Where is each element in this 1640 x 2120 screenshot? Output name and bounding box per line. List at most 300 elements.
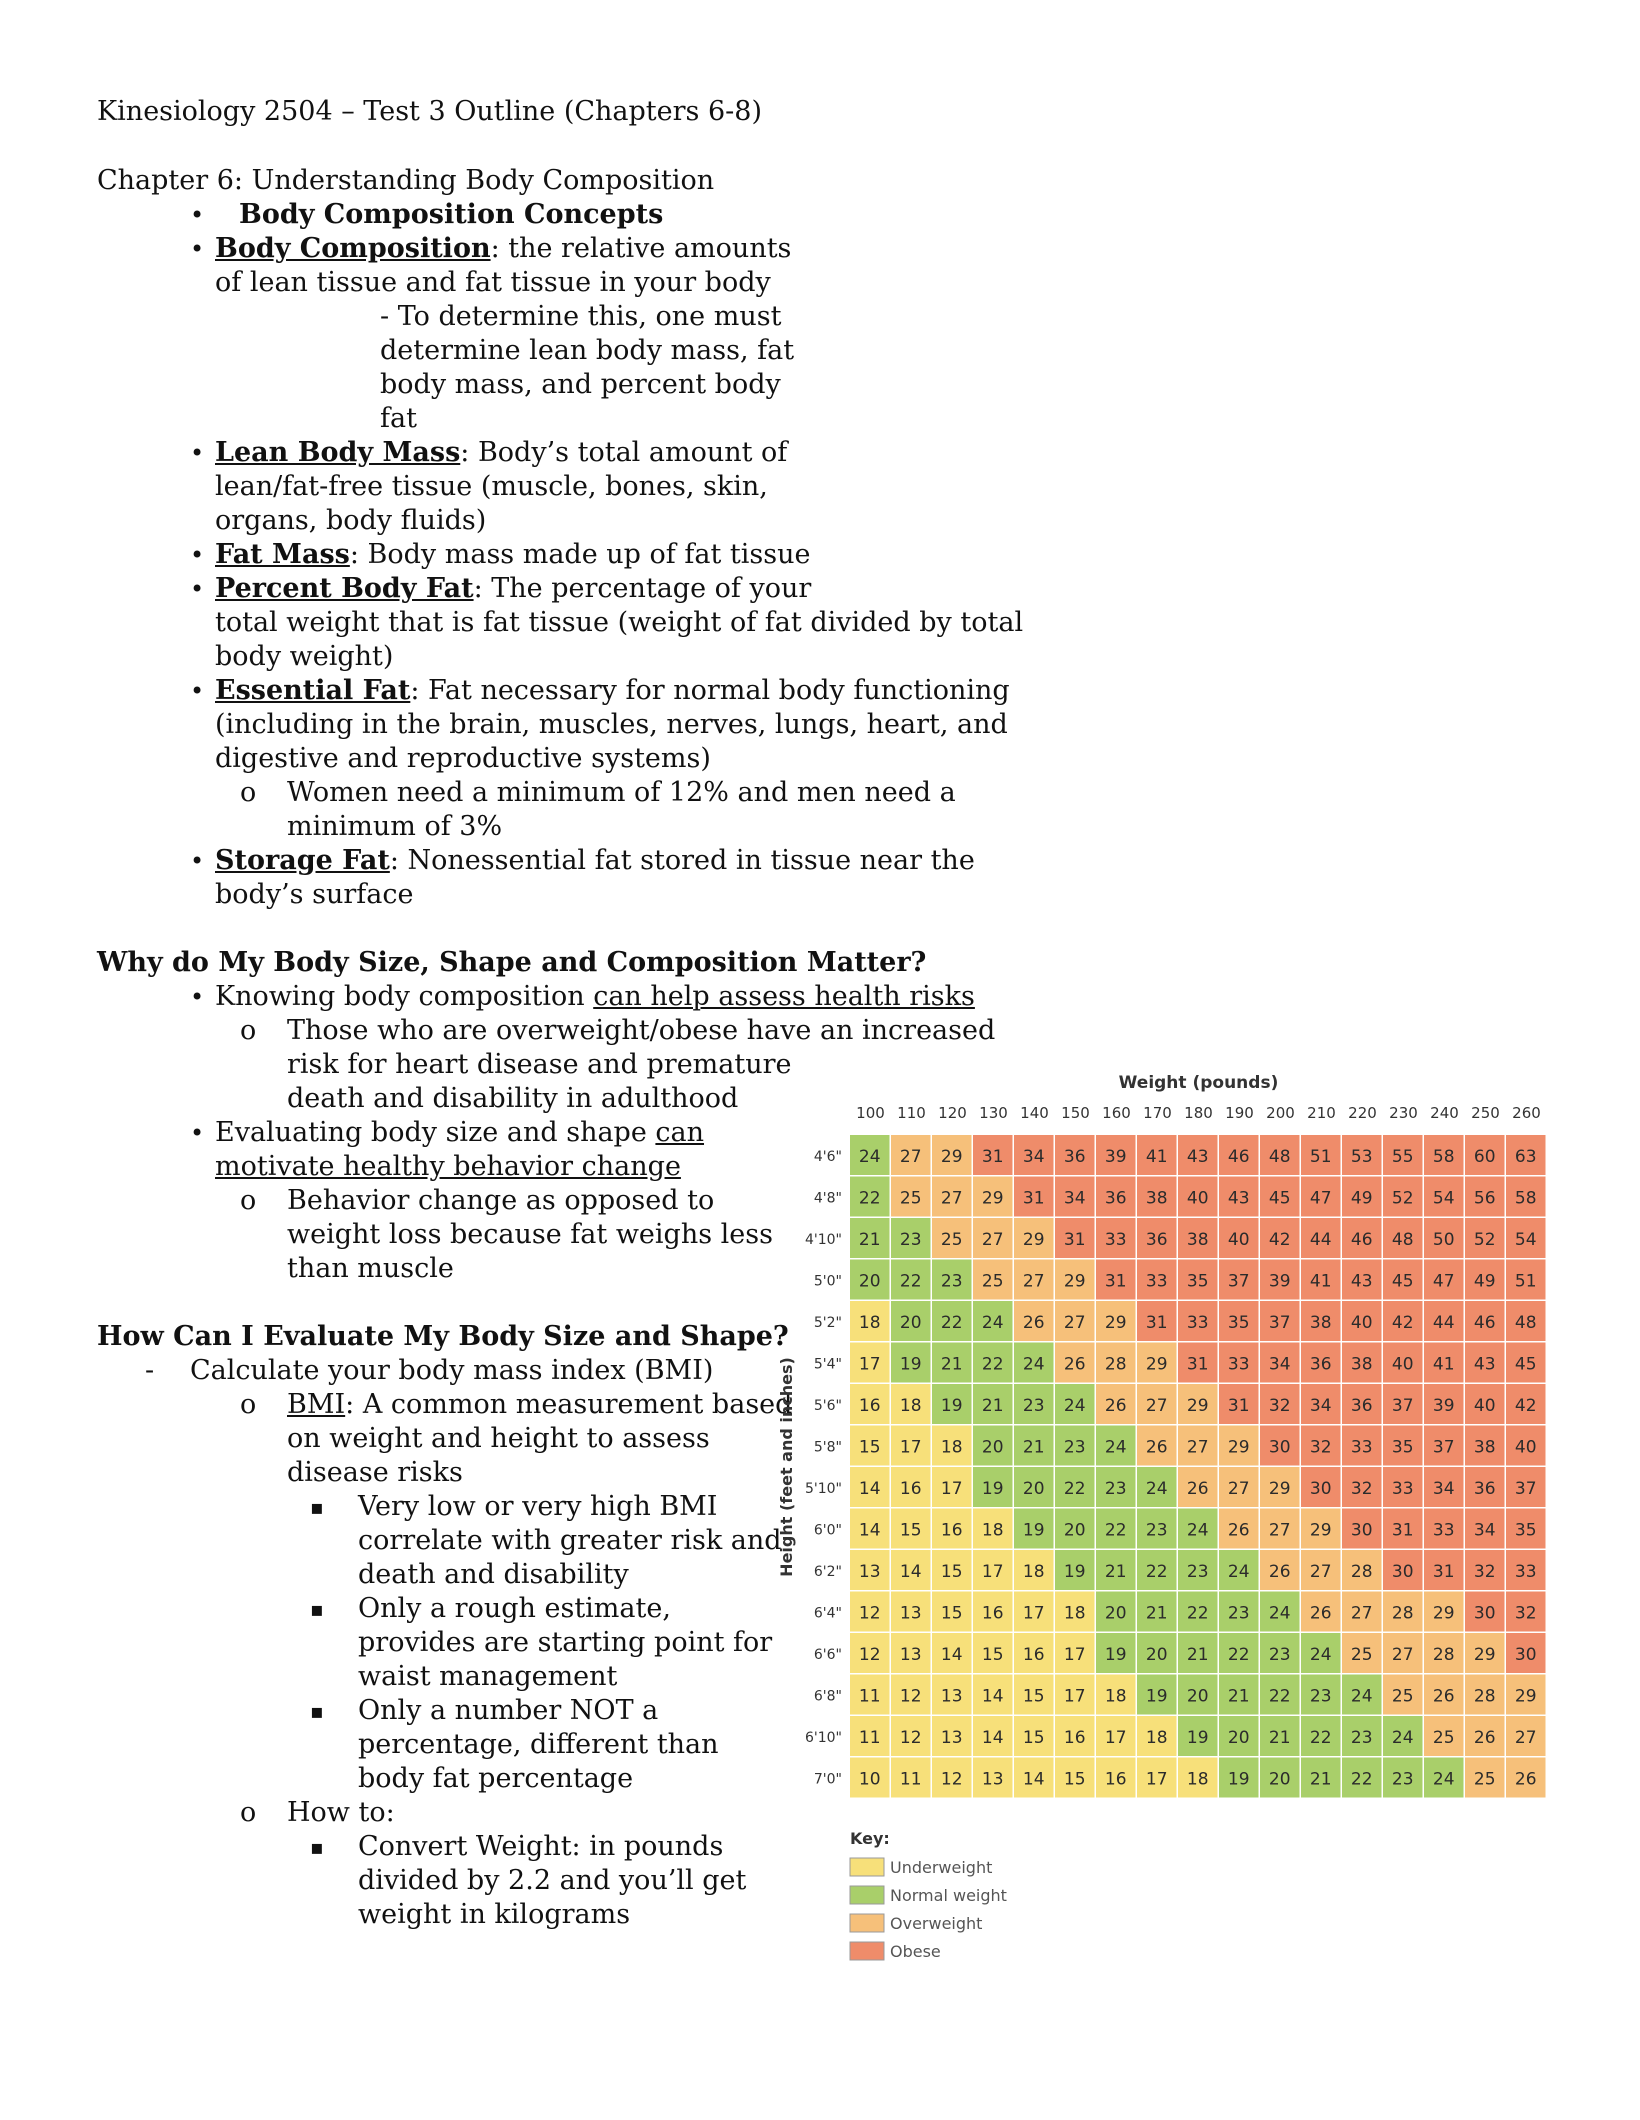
cell-label: 11 [858,1727,881,1748]
cell-label: 21 [1227,1686,1250,1707]
cell-label: 63 [1514,1146,1537,1167]
cell-label: 28 [1473,1686,1496,1707]
cell-label: 22 [1309,1727,1332,1748]
cell-label: 23 [1268,1644,1291,1665]
y-axis-title: Height (feet and inches) [777,1357,796,1577]
cell-label: 24 [1186,1520,1209,1541]
lean-body-mass-def: Lean Body Mass: Body’s total amount of [215,437,788,468]
cell-label: 37 [1268,1312,1291,1333]
cell-label: 39 [1104,1146,1127,1167]
cell-label: 26 [1514,1769,1537,1790]
cell-label: 43 [1473,1354,1496,1375]
cell-label: 26 [1063,1354,1086,1375]
cell-label: 26 [1432,1686,1455,1707]
cell-label: 27 [940,1188,963,1209]
cell-label: 21 [940,1354,963,1375]
cell-label: 33 [1432,1520,1455,1541]
cell-label: 26 [1268,1561,1291,1582]
x-tick-label: 250 [1471,1104,1500,1122]
y-tick-label: 5'8" [813,1439,842,1456]
cell-label: 12 [899,1727,922,1748]
cell-label: 26 [1473,1727,1496,1748]
cell-label: 31 [1227,1395,1250,1416]
storage-fat-def-2: body’s surface [215,879,414,910]
y-tick-label: 4'6" [813,1148,842,1165]
cell-label: 45 [1391,1271,1414,1292]
cell-label: 48 [1514,1312,1537,1333]
y-tick-label: 5'2" [813,1314,842,1331]
bullet: • [190,983,205,1011]
cell-label: 27 [899,1146,922,1167]
cell-label: 14 [940,1644,963,1665]
cell-label: 20 [1145,1644,1168,1665]
cell-label: 40 [1514,1437,1537,1458]
cell-label: 36 [1145,1229,1168,1250]
cell-label: 27 [1268,1520,1291,1541]
cell-label: 25 [940,1229,963,1250]
cell-label: 11 [858,1686,881,1707]
why-sub-1a: Those who are overweight/obese have an increased [287,1015,996,1046]
legend-swatch [850,1942,884,1960]
cell-label: 13 [981,1769,1004,1790]
cell-label: 20 [1186,1686,1209,1707]
term-storage-fat: Storage Fat [215,845,390,876]
cell-label: 22 [1063,1478,1086,1499]
convert-weight-3: weight in kilograms [358,1899,631,1930]
cell-label: 16 [1022,1644,1045,1665]
cell-label: 12 [940,1769,963,1790]
cell-label: 44 [1309,1229,1332,1250]
x-tick-label: 110 [897,1104,926,1122]
y-tick-label: 6'6" [813,1646,842,1663]
y-tick-label: 6'4" [813,1605,842,1622]
cell-label: 40 [1391,1354,1414,1375]
cell-label: 23 [1350,1727,1373,1748]
cell-label: 22 [1350,1769,1373,1790]
cell-label: 23 [1309,1686,1332,1707]
x-tick-label: 120 [938,1104,967,1122]
cell-label: 13 [899,1644,922,1665]
cell-label: 14 [981,1686,1004,1707]
cell-label: 42 [1514,1395,1537,1416]
body-composition-def-2: of lean tissue and fat tissue in your body [215,267,771,298]
cell-label: 12 [899,1686,922,1707]
cell-label: 32 [1473,1561,1496,1582]
term-bmi: BMI [287,1389,346,1420]
cell-label: 18 [1063,1603,1086,1624]
cell-label: 13 [940,1727,963,1748]
cell-label: 19 [940,1395,963,1416]
cell-label: 19 [899,1354,922,1375]
y-tick-label: 6'8" [813,1688,842,1705]
x-tick-label: 190 [1225,1104,1254,1122]
term-body-composition: Body Composition [215,233,491,264]
cell-label: 15 [1022,1686,1045,1707]
cell-label: 44 [1432,1312,1455,1333]
cell-label: 17 [940,1478,963,1499]
term-fat-mass: Fat Mass [215,539,350,570]
how-heading: How Can I Evaluate My Body Size and Shape? [97,1321,789,1352]
cell-label: 14 [858,1520,881,1541]
cell-label: 50 [1432,1229,1455,1250]
convert-weight-2: divided by 2.2 and you’ll get [358,1865,747,1896]
cell-label: 21 [1309,1769,1332,1790]
term-lean-body-mass: Lean Body Mass [215,437,461,468]
y-tick-label: 6'10" [804,1729,842,1746]
bmi-point-1a: Very low or very high BMI [358,1491,718,1522]
cell-label: 22 [899,1271,922,1292]
cell-label: 55 [1391,1146,1414,1167]
why-bullet-2: Evaluating body size and shape can [215,1117,705,1148]
cell-label: 19 [1104,1644,1127,1665]
cell-label: 14 [899,1561,922,1582]
cell-label: 32 [1268,1395,1291,1416]
cell-label: 37 [1227,1271,1250,1292]
cell-label: 16 [981,1603,1004,1624]
cell-label: 27 [1145,1395,1168,1416]
cell-label: 19 [1186,1727,1209,1748]
cell-label: 37 [1514,1478,1537,1499]
cell-label: 18 [858,1312,881,1333]
x-tick-label: 130 [979,1104,1008,1122]
cell-label: 17 [1063,1686,1086,1707]
cell-label: 19 [1063,1561,1086,1582]
cell-label: 12 [858,1644,881,1665]
cell-label: 41 [1309,1271,1332,1292]
bmi-point-3b: percentage, different than [358,1729,719,1760]
cell-label: 34 [1022,1146,1045,1167]
cell-label: 25 [1350,1644,1373,1665]
bmi-point-2c: waist management [358,1661,618,1692]
legend-label: Overweight [890,1914,983,1933]
cell-label: 17 [1104,1727,1127,1748]
cell-label: 27 [1350,1603,1373,1624]
cell-label: 29 [1473,1644,1496,1665]
cell-label: 15 [899,1520,922,1541]
cell-label: 46 [1350,1229,1373,1250]
y-tick-label: 4'8" [813,1190,842,1207]
cell-label: 15 [1022,1727,1045,1748]
cell-label: 52 [1473,1229,1496,1250]
cell-label: 23 [1227,1603,1250,1624]
sub-bullet: o [240,1185,257,1216]
square-bullet: ▪ [310,1495,324,1519]
y-tick-label: 5'6" [813,1397,842,1414]
cell-label: 25 [1391,1686,1414,1707]
cell-label: 36 [1104,1188,1127,1209]
cell-label: 56 [1473,1188,1496,1209]
cell-label: 11 [899,1769,922,1790]
convert-weight-1: Convert Weight: in pounds [358,1831,724,1862]
cell-label: 13 [858,1561,881,1582]
cell-label: 21 [1022,1437,1045,1458]
cell-label: 14 [858,1478,881,1499]
cell-label: 40 [1186,1188,1209,1209]
cell-label: 20 [1227,1727,1250,1748]
x-axis-title: Weight (pounds) [1118,1073,1279,1093]
cell-label: 33 [1227,1354,1250,1375]
essential-fat-def-2: (including in the brain, muscles, nerves, lungs, heart, and [215,709,1008,740]
cell-label: 16 [899,1478,922,1499]
cell-label: 22 [858,1188,881,1209]
cell-label: 24 [1309,1644,1332,1665]
cell-label: 40 [1473,1395,1496,1416]
cell-label: 17 [1145,1769,1168,1790]
cell-label: 19 [1227,1769,1250,1790]
cell-label: 20 [1104,1603,1127,1624]
body-composition-def: Body Composition: the relative amounts [215,233,792,264]
cell-label: 27 [1309,1561,1332,1582]
cell-label: 29 [1186,1395,1209,1416]
cell-label: 48 [1391,1229,1414,1250]
bmi-point-2a: Only a rough estimate, [358,1593,671,1624]
why-sub-2b: weight loss because fat weighs less [287,1219,773,1250]
cell-label: 60 [1473,1146,1496,1167]
cell-label: 10 [858,1769,881,1790]
cell-label: 33 [1350,1437,1373,1458]
cell-label: 26 [1104,1395,1127,1416]
cell-label: 32 [1350,1478,1373,1499]
cell-label: 45 [1268,1188,1291,1209]
cell-label: 25 [899,1188,922,1209]
cell-label: 15 [981,1644,1004,1665]
cell-label: 16 [940,1520,963,1541]
cell-label: 29 [981,1188,1004,1209]
cell-label: 16 [1063,1727,1086,1748]
cell-label: 34 [1309,1395,1332,1416]
cell-label: 54 [1432,1188,1455,1209]
cell-label: 21 [858,1229,881,1250]
cell-label: 30 [1473,1603,1496,1624]
cell-label: 22 [1145,1561,1168,1582]
cell-label: 27 [1227,1478,1250,1499]
cell-label: 38 [1186,1229,1209,1250]
essential-fat-minimum: Women need a minimum of 12% and men need a [287,777,956,808]
cell-label: 29 [1268,1478,1291,1499]
cell-label: 30 [1391,1561,1414,1582]
bmi-def: BMI: A common measurement based [287,1389,793,1420]
cell-label: 30 [1309,1478,1332,1499]
cell-label: 58 [1432,1146,1455,1167]
cell-label: 28 [1350,1561,1373,1582]
cell-label: 14 [981,1727,1004,1748]
cell-label: 43 [1186,1146,1209,1167]
cell-label: 29 [1309,1520,1332,1541]
sub-bullet: o [240,1389,257,1420]
cell-label: 24 [1227,1561,1250,1582]
x-tick-label: 180 [1184,1104,1213,1122]
cell-label: 52 [1391,1188,1414,1209]
why-sub-1c: death and disability in adulthood [287,1083,739,1114]
bullet: • [190,1119,205,1147]
cell-label: 29 [1063,1271,1086,1292]
cell-label: 41 [1432,1354,1455,1375]
bmi-def-2: on weight and height to assess [287,1423,710,1454]
lean-body-mass-def-2: lean/fat-free tissue (muscle, bones, skin, [215,471,768,502]
percent-body-fat-def: Percent Body Fat: The percentage of your [215,573,812,604]
cell-label: 41 [1145,1146,1168,1167]
cell-label: 28 [1104,1354,1127,1375]
cell-label: 27 [1063,1312,1086,1333]
x-tick-label: 170 [1143,1104,1172,1122]
percent-body-fat-def-3: body weight) [215,641,394,672]
cell-label: 24 [1145,1478,1168,1499]
cell-label: 26 [1186,1478,1209,1499]
cell-label: 31 [1186,1354,1209,1375]
cell-label: 58 [1514,1188,1537,1209]
cell-label: 31 [1145,1312,1168,1333]
x-tick-label: 220 [1348,1104,1377,1122]
cell-label: 31 [1432,1561,1455,1582]
cell-label: 39 [1268,1271,1291,1292]
body-composition-note-3: body mass, and percent body [380,369,781,400]
dash-bullet: - [145,1355,155,1386]
cell-label: 17 [1022,1603,1045,1624]
cell-label: 23 [1391,1769,1414,1790]
cell-label: 27 [981,1229,1004,1250]
cell-label: 51 [1514,1271,1537,1292]
cell-label: 13 [940,1686,963,1707]
cell-label: 49 [1350,1188,1373,1209]
y-tick-label: 7'0" [813,1771,842,1788]
cell-label: 34 [1432,1478,1455,1499]
cell-label: 21 [981,1395,1004,1416]
cell-label: 47 [1432,1271,1455,1292]
essential-fat-minimum-2: minimum of 3% [287,811,503,842]
body-composition-note-1: - To determine this, one must [380,301,782,332]
fat-mass-def: Fat Mass: Body mass made up of fat tissue [215,539,811,570]
why-heading: Why do My Body Size, Shape and Composition Matter? [97,947,927,978]
cell-label: 29 [1432,1603,1455,1624]
cell-label: 15 [858,1437,881,1458]
legend-title: Key: [850,1829,890,1848]
storage-fat-def: Storage Fat: Nonessential fat stored in tissue near the [215,845,975,876]
cell-label: 54 [1514,1229,1537,1250]
x-tick-label: 100 [856,1104,885,1122]
chapter-heading: Chapter 6: Understanding Body Composition [97,165,715,196]
cell-label: 29 [1145,1354,1168,1375]
cell-label: 43 [1350,1271,1373,1292]
cell-label: 38 [1473,1437,1496,1458]
cell-label: 24 [1350,1686,1373,1707]
y-tick-label: 6'2" [813,1563,842,1580]
sub-bullet: o [240,777,257,808]
y-tick-label: 5'0" [813,1273,842,1290]
cell-label: 35 [1186,1271,1209,1292]
cell-label: 37 [1391,1395,1414,1416]
cell-label: 27 [1186,1437,1209,1458]
cell-label: 36 [1063,1146,1086,1167]
square-bullet: ▪ [310,1597,324,1621]
cell-label: 33 [1186,1312,1209,1333]
square-bullet: ▪ [310,1699,324,1723]
cell-label: 23 [1104,1478,1127,1499]
cell-label: 15 [940,1603,963,1624]
cell-label: 32 [1309,1437,1332,1458]
cell-label: 31 [1391,1520,1414,1541]
cell-label: 26 [1022,1312,1045,1333]
y-tick-label: 5'10" [804,1480,842,1497]
cell-label: 18 [981,1520,1004,1541]
cell-label: 47 [1309,1188,1332,1209]
cell-label: 37 [1432,1437,1455,1458]
sub-bullet: o [240,1797,257,1828]
cell-label: 23 [1063,1437,1086,1458]
how-calculate-bmi: Calculate your body mass index (BMI) [190,1355,714,1386]
cell-label: 33 [1391,1478,1414,1499]
cell-label: 26 [1309,1603,1332,1624]
cell-label: 22 [1104,1520,1127,1541]
cell-label: 42 [1268,1229,1291,1250]
cell-label: 24 [1268,1603,1291,1624]
x-tick-label: 200 [1266,1104,1295,1122]
cell-label: 20 [1063,1520,1086,1541]
bullet: • [190,439,205,467]
legend-label: Underweight [890,1858,993,1877]
x-tick-label: 210 [1307,1104,1336,1122]
y-tick-label: 4'10" [804,1231,842,1248]
bullet: • [190,541,205,569]
cell-label: 33 [1514,1561,1537,1582]
x-tick-label: 140 [1020,1104,1049,1122]
cell-label: 36 [1309,1354,1332,1375]
cell-label: 18 [1104,1686,1127,1707]
cell-label: 36 [1473,1478,1496,1499]
cell-label: 30 [1350,1520,1373,1541]
cell-label: 31 [1022,1188,1045,1209]
term-essential-fat: Essential Fat [215,675,411,706]
cell-label: 12 [858,1603,881,1624]
why-bullet-1: Knowing body composition can help assess health risks [215,981,975,1012]
cell-label: 22 [981,1354,1004,1375]
cell-label: 23 [899,1229,922,1250]
cell-label: 18 [899,1395,922,1416]
cell-label: 28 [1432,1644,1455,1665]
cell-label: 48 [1268,1146,1291,1167]
cell-label: 18 [1186,1769,1209,1790]
legend-label: Normal weight [890,1886,1007,1905]
cell-label: 49 [1473,1271,1496,1292]
x-tick-label: 150 [1061,1104,1090,1122]
cell-label: 30 [1514,1644,1537,1665]
cell-label: 42 [1391,1312,1414,1333]
cell-label: 20 [858,1271,881,1292]
cell-label: 31 [1104,1271,1127,1292]
lean-body-mass-def-3: organs, body fluids) [215,505,487,536]
x-tick-label: 160 [1102,1104,1131,1122]
bullet: • [190,677,205,705]
y-tick-label: 5'4" [813,1356,842,1373]
cell-label: 28 [1391,1603,1414,1624]
cell-label: 33 [1104,1229,1127,1250]
cell-label: 23 [1186,1561,1209,1582]
bmi-chart [770,1070,1570,1970]
bmi-point-1b: correlate with greater risk and [358,1525,782,1556]
legend-swatch [850,1886,884,1904]
cell-label: 34 [1063,1188,1086,1209]
legend-swatch [850,1858,884,1876]
cell-label: 33 [1145,1271,1168,1292]
cell-label: 34 [1268,1354,1291,1375]
cell-label: 17 [981,1561,1004,1582]
legend-swatch [850,1914,884,1932]
cell-label: 46 [1473,1312,1496,1333]
cell-label: 16 [1104,1769,1127,1790]
how-to-label: How to: [287,1797,395,1828]
cell-label: 35 [1391,1437,1414,1458]
cell-label: 24 [1063,1395,1086,1416]
cell-label: 26 [1145,1437,1168,1458]
